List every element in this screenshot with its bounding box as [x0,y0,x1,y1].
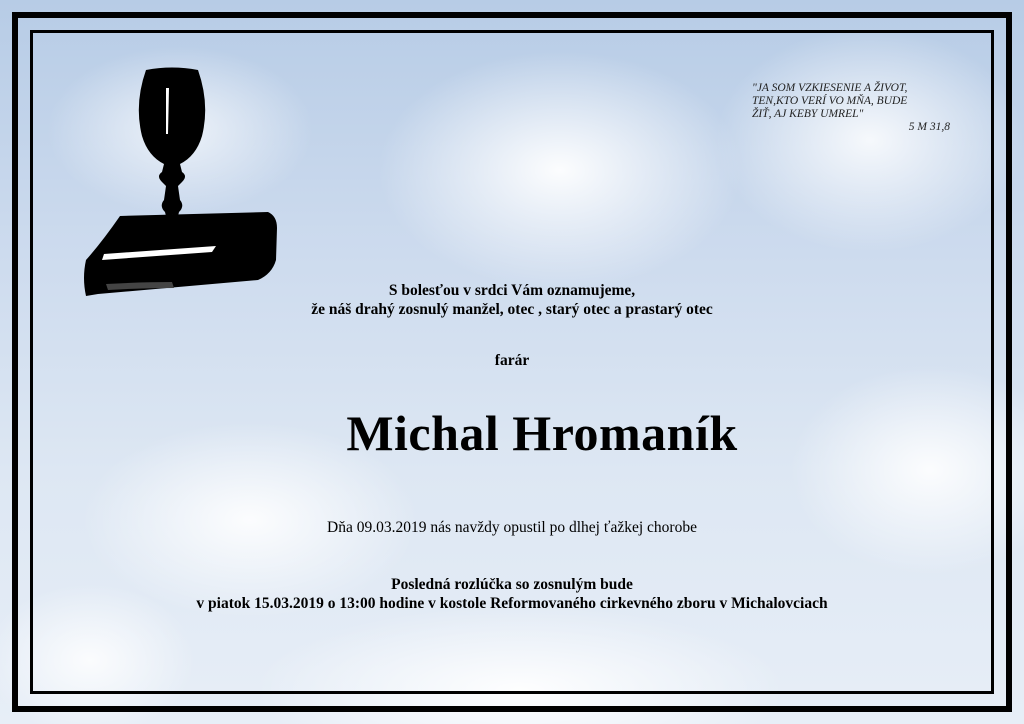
farewell-line: v piatok 15.03.2019 o 13:00 hodine v kostole Reformovaného cirkevného zboru v Michalovciach [196,595,828,612]
deceased-name: Michal Hromaník [346,405,738,461]
bible-verse [752,82,962,134]
farewell-line: Posledná rozlúčka so zosnulým bude [391,576,633,593]
farewell-info [30,575,994,613]
verse-reference: 5 M 31,8 [908,121,950,133]
verse-line: TEN,KTO VERÍ VO MŇA, BUDE [752,95,908,107]
announcement-line: S bolesťou v srdci Vám oznamujeme, [388,282,636,299]
deceased-title: farár [494,352,530,369]
death-notice: Dňa 09.03.2019 nás navždy opustil po dlhej ťažkej chorobe [327,519,697,536]
chalice-on-bible-icon [82,64,282,300]
announcement [30,281,994,319]
verse-line: ŽIŤ, AJ KEBY UMREL" [752,108,864,120]
announcement-line: že náš drahý zosnulý manžel, otec , starý otec a prastarý otec [311,301,713,318]
verse-line: "JA SOM VZKIESENIE A ŽIVOT, [752,82,908,94]
